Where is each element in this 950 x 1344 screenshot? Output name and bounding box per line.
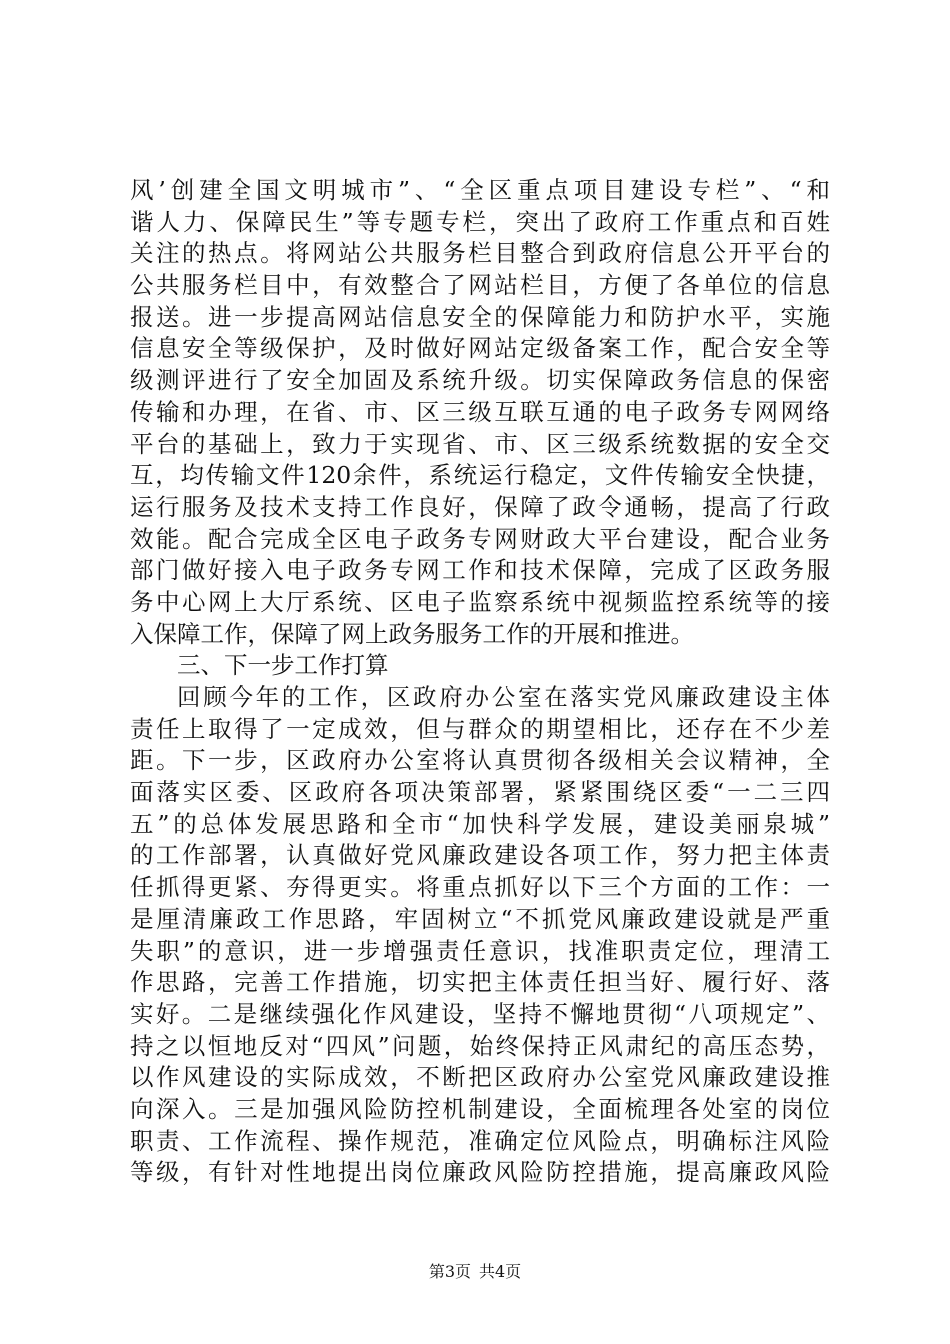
text-line: 入保障工作，保障了网上政务服务工作的开展和推进。 [130,619,694,648]
text-line: 回顾今年的工作，区政府办公室在落实党风廉政建设主体 [177,683,830,711]
text-line: 的工作部署，认真做好党风廉政建设各项工作，努力把主体责 [130,841,830,870]
text-line: 面落实区委、区政府各项决策部署，紧紧围绕区委“一二三四 [130,778,830,807]
text-line: 部门做好接入电子政务专网工作和技术保障，完成了区政务服 [130,556,830,585]
text-line: 关注的热点。将网站公共服务栏目整合到政府信息公开平台的 [130,239,830,268]
text-line: 谐人力、保障民生”等专题专栏，突出了政府工作重点和百姓 [130,207,830,236]
body-text [130,175,830,1189]
text-line: 互，均传输文件120余件，系统运行稳定，文件传输安全快捷， [130,461,830,490]
page-total: 共4页 [479,1262,522,1281]
text-line: 级测评进行了安全加固及系统升级。切实保障政务信息的保密 [130,366,830,395]
text-line: 务中心网上大厅系统、区电子监察系统中视频监控系统等的接 [130,587,830,616]
text-line: 以作风建设的实际成效，不断把区政府办公室党风廉政建设推 [130,1063,830,1092]
text-line: 信息安全等级保护，及时做好网站定级备案工作，配合安全等 [130,334,830,363]
text-line: 职责、工作流程、操作规范，准确定位风险点，明确标注风险 [130,1126,830,1155]
text-line: 向深入。三是加强风险防控机制建设，全面梳理各处室的岗位 [130,1094,830,1123]
text-line: 持之以恒地反对“四风”问题，始终保持正风肃纪的高压态势， [130,1031,830,1060]
text-line: 失职”的意识，进一步增强责任意识，找准职责定位，理清工 [130,936,830,965]
text-line: 作思路，完善工作措施，切实把主体责任担当好、履行好、落 [130,968,830,997]
page-footer [0,1262,950,1282]
text-line: 风’创建全国文明城市”、“全区重点项目建设专栏”、“和 [130,176,830,204]
text-line: 等级，有针对性地提出岗位廉政风险防控措施，提高廉政风险 [130,1158,830,1187]
text-line: 距。下一步，区政府办公室将认真贯彻各级相关会议精神，全 [130,746,830,775]
text-line: 五”的总体发展思路和全市“加快科学发展，建设美丽泉城” [130,809,830,838]
text-line: 任抓得更紧、夯得更实。将重点抓好以下三个方面的工作：一 [130,873,830,902]
text-line: 传输和办理，在省、市、区三级互联互通的电子政务专网网络 [130,397,830,426]
section-heading: 三、下一步工作打算 [177,651,389,680]
text-line: 报送。进一步提高网站信息安全的保障能力和防护水平，实施 [130,302,830,331]
text-line: 实好。二是继续强化作风建设，坚持不懈地贯彻“八项规定”、 [130,999,830,1028]
text-line: 公共服务栏目中，有效整合了网站栏目，方便了各单位的信息 [130,271,830,300]
text-line: 责任上取得了一定成效，但与群众的期望相比，还存在不少差 [130,714,830,743]
text-line: 效能。配合完成全区电子政务专网财政大平台建设，配合业务 [130,524,830,553]
text-line: 运行服务及技术支持工作良好，保障了政令通畅，提高了行政 [130,492,830,521]
text-line: 平台的基础上，致力于实现省、市、区三级系统数据的安全交 [130,429,830,458]
text-line: 是厘清廉政工作思路，牢固树立“不抓党风廉政建设就是严重 [130,904,830,933]
page-number: 第3页 [428,1262,471,1281]
